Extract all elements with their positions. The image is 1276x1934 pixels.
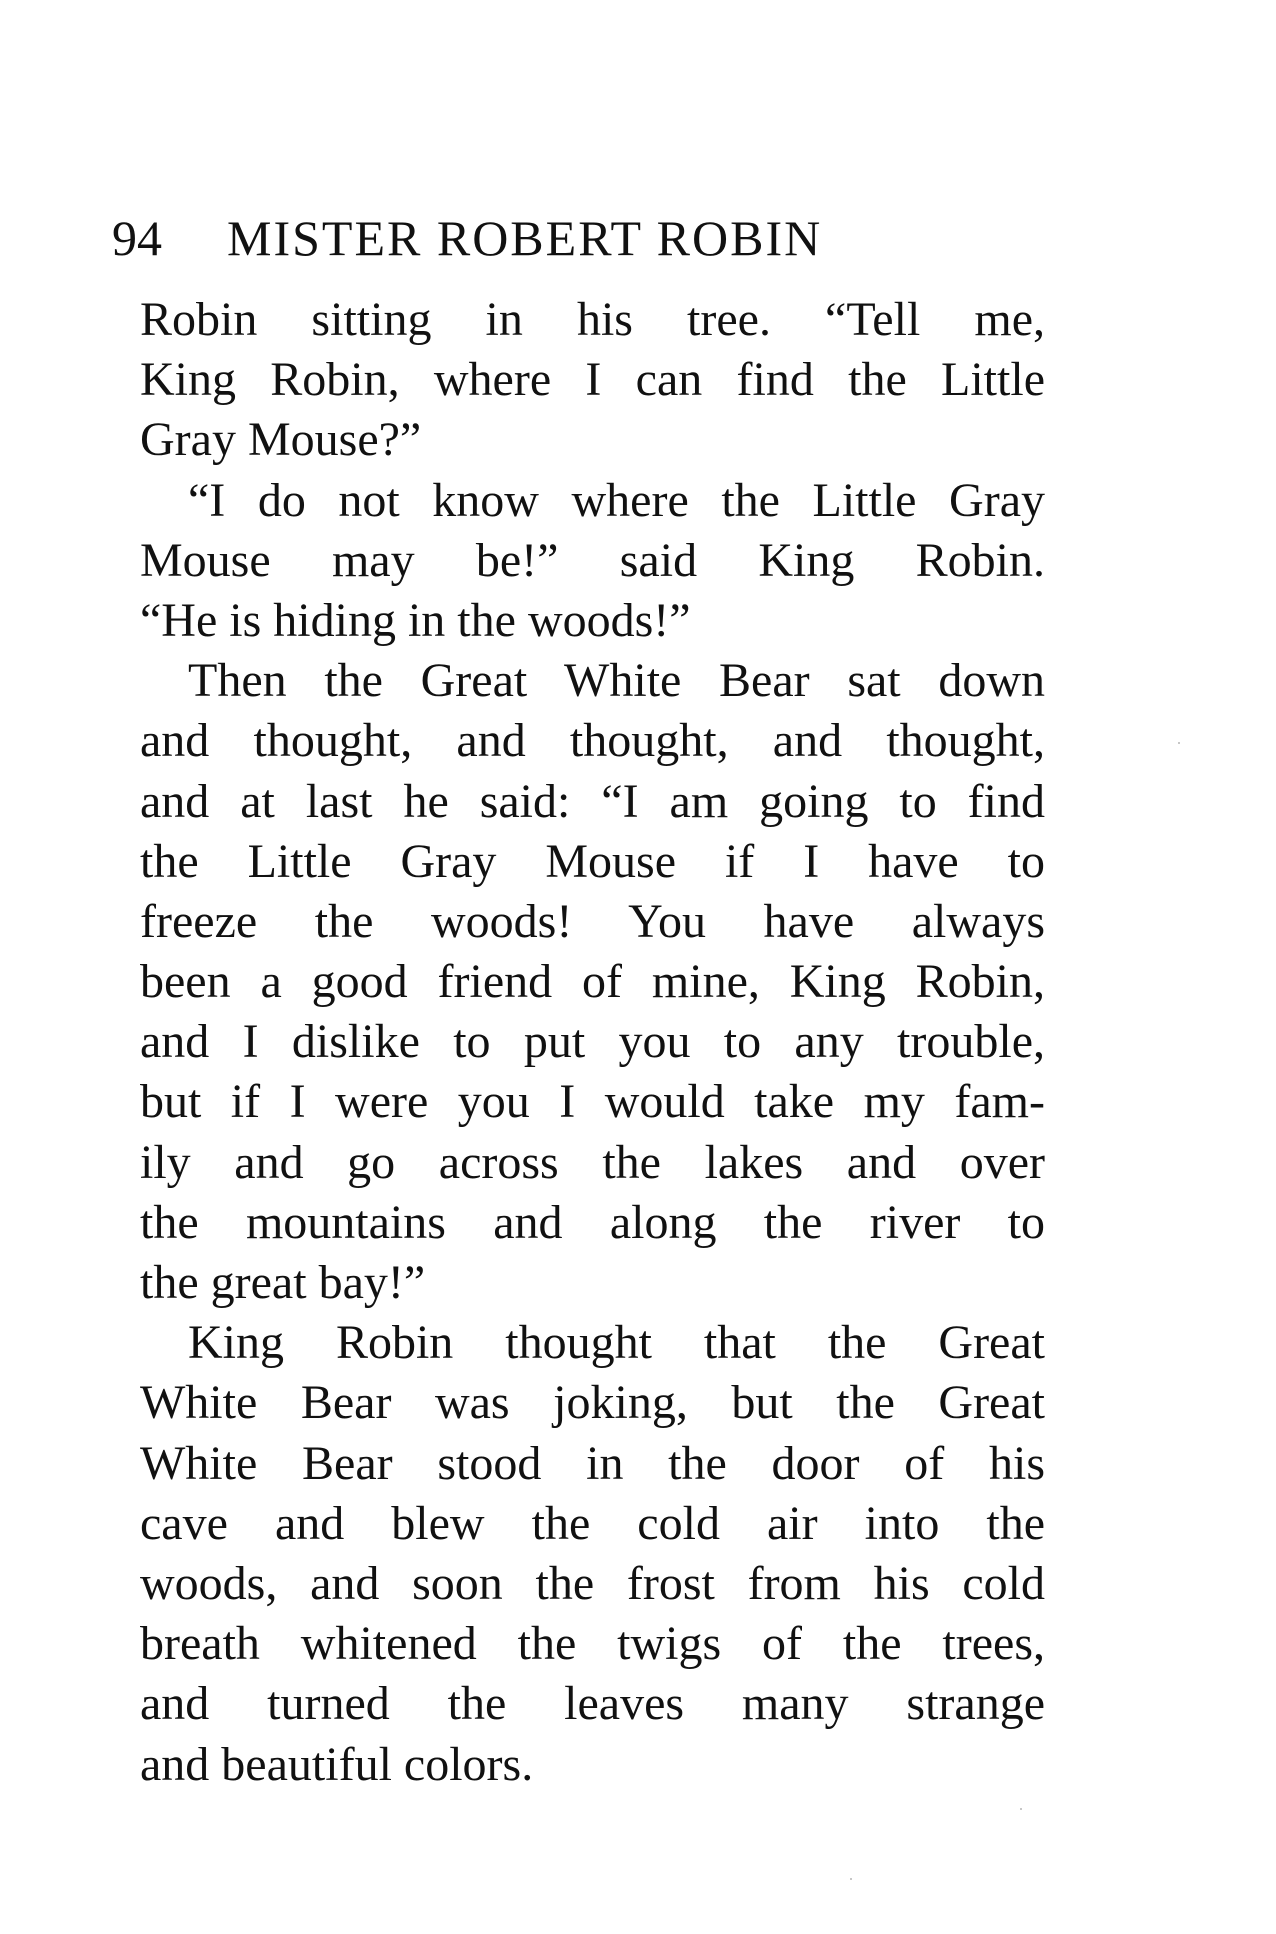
paper-speck xyxy=(850,1878,852,1880)
text-line: Gray Mouse?” xyxy=(140,413,422,467)
text-line: Mouse may be!” said King Robin. xyxy=(140,533,1045,587)
text-line: and thought, and thought, and thought, xyxy=(140,714,1045,768)
text-line: Robin sitting in his tree. “Tell me, xyxy=(140,293,1045,346)
text-line: been a good friend of mine, King Robin, xyxy=(140,955,1045,1009)
text-line: woods, and soon the frost from his cold xyxy=(140,1556,1045,1610)
text-line: King Robin, where I can find the Little xyxy=(140,353,1045,407)
page-number: 94 xyxy=(112,210,162,266)
text-line: and turned the leaves many strange xyxy=(140,1677,1045,1731)
text-line: ily and go across the lakes and over xyxy=(140,1135,1045,1189)
text-line: and at last he said: “I am going to find xyxy=(140,774,1045,828)
text-line: Then the Great White Bear sat down xyxy=(188,654,1045,708)
text-line: “I do not know where the Little Gray xyxy=(188,473,1045,527)
text-line: White Bear stood in the door of his xyxy=(140,1436,1045,1490)
text-line: cave and blew the cold air into the xyxy=(140,1496,1045,1550)
text-line: breath whitened the twigs of the trees, xyxy=(140,1617,1045,1671)
text-line: White Bear was joking, but the Great xyxy=(140,1376,1045,1430)
text-line: King Robin thought that the Great xyxy=(188,1316,1045,1370)
body-text xyxy=(140,290,1045,1795)
paper-speck xyxy=(1178,742,1180,744)
text-line: and I dislike to put you to any trouble, xyxy=(140,1015,1045,1069)
text-line: the great bay!” xyxy=(140,1256,426,1309)
paper-speck xyxy=(1020,1808,1022,1810)
text-line: the Little Gray Mouse if I have to xyxy=(140,834,1045,888)
text-line: the mountains and along the river to xyxy=(140,1195,1045,1249)
running-title: MISTER ROBERT ROBIN xyxy=(227,210,823,266)
text-line: but if I were you I would take my fam- xyxy=(140,1075,1045,1129)
running-head xyxy=(112,203,1062,273)
text-line: and beautiful colors. xyxy=(140,1737,534,1791)
text-line: freeze the woods! You have always xyxy=(140,894,1045,948)
text-line: “He is hiding in the woods!” xyxy=(140,593,691,647)
